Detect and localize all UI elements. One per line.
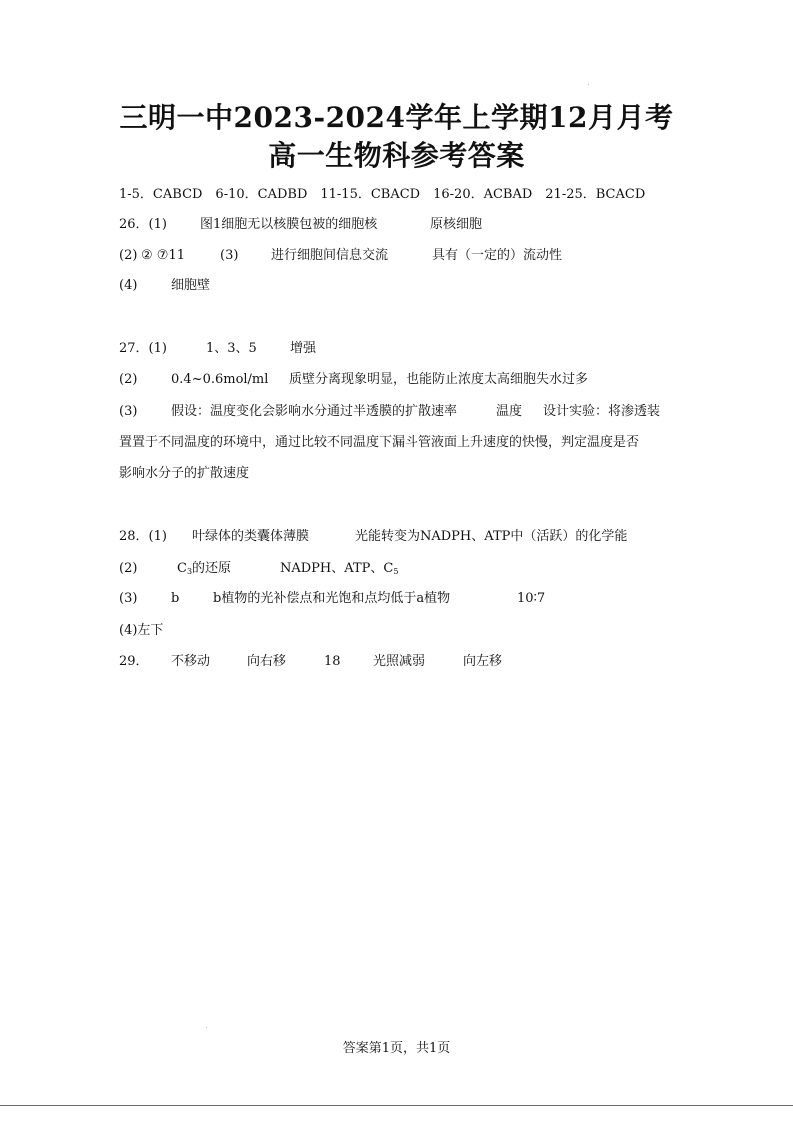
q28-part1-answer-a: 叶绿体的类囊体薄膜 [192,529,310,544]
scan-speck [588,84,589,85]
q29-answer-e: 向左移 [463,654,503,669]
q27-part3-label: (3) [119,404,138,419]
q29-number: 29． [119,654,149,669]
q28-part2-answer-b [280,560,398,581]
page-footer: 答案第1页，共1页 [342,1041,451,1056]
q27-part3-variable: 温度 [496,404,523,419]
q28-part2-answer-a-sub: 3 [186,567,193,576]
scan-speck [206,1027,207,1028]
q28-part2-answer-a-rest: 的还原 [192,561,232,576]
q26-part1-answer-b: 原核细胞 [430,217,483,232]
q29-answer-b: 向右移 [247,654,287,669]
page-bottom-divider [0,1105,793,1106]
q29-answer-a: 不移动 [171,654,211,669]
q27-number: 27．(1) [119,341,167,356]
page-title-line-2: 高一生物科参考答案 [268,139,525,172]
q26-part1-answer-a: 图1细胞无以核膜包被的细胞核 [200,217,378,232]
q28-part2-answer-a [177,560,231,581]
q29-answer-c: 18 [324,654,341,669]
q28-part3-answer-c: 10∶7 [517,591,546,606]
q28-part2-answer-a-main: C [177,561,187,576]
q27-part1-answer-b: 增强 [290,341,317,356]
q26-part3-label: (3) [220,248,239,263]
choice-answers: 1-5．CABCD 6-10．CADBD 11-15．CBACD 16-20．ACBAD 21-25．BCACD [119,187,646,202]
q27-part2-answer-b: 质壁分离现象明显，也能防止浓度太高细胞失水过多 [289,372,589,387]
q29-answer-d: 光照减弱 [373,654,426,669]
q27-part2-label: (2) [119,372,138,387]
q27-part3-line2: 置置于不同温度的环境中，通过比较不同温度下漏斗管液面上升速度的快慢，判定温度是否 [119,435,640,450]
q26-part2-answer: ② ⑦11 [141,248,185,263]
q26-part2-label: (2) [119,248,138,263]
q26-part4-answer: 细胞壁 [171,278,211,293]
q28-part1-answer-b: 光能转变为NADPH、ATP中（活跃）的化学能 [355,529,628,544]
q28-part4-answer: (4)左下 [119,623,164,638]
q26-number: 26．(1) [119,217,167,232]
q26-part3-answer-a: 进行细胞间信息交流 [271,248,389,263]
q27-part3-design-start: 设计实验：将渗透装 [543,404,661,419]
q28-part2-answer-b-sub: 5 [393,567,399,576]
q27-part3-line3: 影响水分子的扩散速度 [119,466,250,481]
q27-part3-hypothesis: 假设：温度变化会影响水分通过半透膜的扩散速率 [171,404,458,419]
q28-part3-answer-b: b植物的光补偿点和光饱和点均低于a植物 [213,591,451,606]
q28-part2-answer-b-main: NADPH、ATP、C [280,561,394,576]
q28-part3-answer-a: b [171,591,180,606]
q28-part2-label: (2) [119,561,138,576]
q27-part2-answer-a: 0.4~0.6mol/ml [171,372,269,387]
q27-part1-answer-a: 1、3、5 [206,341,257,356]
page-title-line-1: 三明一中2023-2024学年上学期12月月考 [119,101,674,134]
q26-part4-label: (4) [119,278,138,293]
q26-part3-answer-b: 具有（一定的）流动性 [432,248,563,263]
q28-number: 28．(1) [119,529,167,544]
q28-part3-label: (3) [119,591,138,606]
